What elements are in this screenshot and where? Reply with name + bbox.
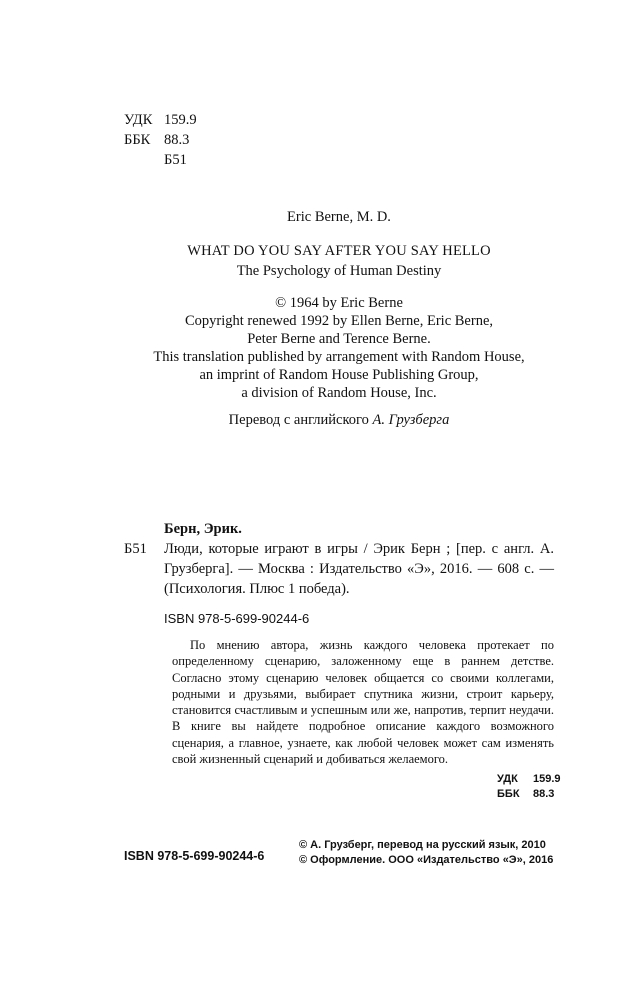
annotation-text: По мнению автора, жизнь каждого человека протекает по определенному сценарию, заложенному еще в раннем детстве. Согласно этому сценарию человек общается со своими коллегами, родными и друзьями, выбирает спутника жизни, строит карьеру, становится счастливым и успешным или же, напротив, терпит неудачи. В книге вы найдете подробное описание каждого возможного сценария, а главное, узнаете, как любой человек может сам изменять свой жизненный сценарий и добиваться желаемого. — [172, 638, 554, 767]
bbk-value-bottom: 88.3 — [533, 788, 555, 800]
author-mark: Б51 — [164, 152, 187, 168]
copyright-line: This translation published by arrangement with Random House, — [153, 349, 525, 365]
biblio-author: Берн, Эрик. — [164, 521, 242, 537]
bbk-code — [124, 130, 197, 150]
udk-label: УДК — [124, 112, 153, 128]
bbk-code-bottom — [497, 787, 561, 802]
copyright-line: Copyright renewed 1992 by Ellen Berne, Eric Berne, — [184, 313, 494, 329]
original-subtitle: The Psychology of Human Destiny — [236, 263, 442, 279]
biblio-description: Люди, которые играют в игры / Эрик Берн ; [пер. с англ. А. Грузберга]. — Москва : Издательство «Э», 2016. — 608 с. — (Психология. Плюс 1 победа). — [164, 541, 554, 597]
biblio-isbn: ISBN 978-5-699-90244-6 — [164, 611, 310, 626]
udk-code — [124, 110, 197, 130]
copyright-translation: © А. Грузберг, перевод на русский язык, 2010 — [299, 839, 546, 851]
bbk-label: ББК — [124, 132, 151, 148]
classification-codes-top — [124, 110, 197, 170]
original-title: WHAT DO YOU SAY AFTER YOU SAY HELLO — [187, 243, 491, 259]
biblio-author-mark: Б51 — [124, 541, 147, 557]
bbk-value: 88.3 — [164, 132, 190, 148]
copyright-line: Peter Berne and Terence Berne. — [247, 331, 431, 347]
footer-copyrights — [299, 838, 553, 868]
translation-prefix: Перевод с английского — [228, 412, 373, 428]
original-copyright-block — [130, 294, 548, 402]
bbk-label-bottom: ББК — [497, 788, 520, 800]
translator-name: А. Грузберга — [372, 412, 450, 428]
udk-code-bottom — [497, 772, 561, 787]
copyright-design: © Оформление. ООО «Издательство «Э», 2016 — [299, 854, 554, 866]
udk-value: 159.9 — [164, 112, 197, 128]
copyright-line: a division of Random House, Inc. — [241, 385, 437, 401]
classification-codes-bottom — [497, 772, 561, 802]
original-author: Eric Berne, M. D. — [287, 209, 391, 225]
udk-value-bottom: 159.9 — [533, 773, 561, 785]
udk-label-bottom: УДК — [497, 773, 518, 785]
translation-credit — [130, 412, 548, 429]
copyright-line: an imprint of Random House Publishing Group, — [199, 367, 479, 383]
bibliographic-record — [124, 519, 554, 629]
footer-isbn: ISBN 978-5-699-90244-6 — [124, 849, 265, 863]
copyright-line: © 1964 by Eric Berne — [275, 295, 403, 311]
biblio-body — [124, 539, 554, 599]
